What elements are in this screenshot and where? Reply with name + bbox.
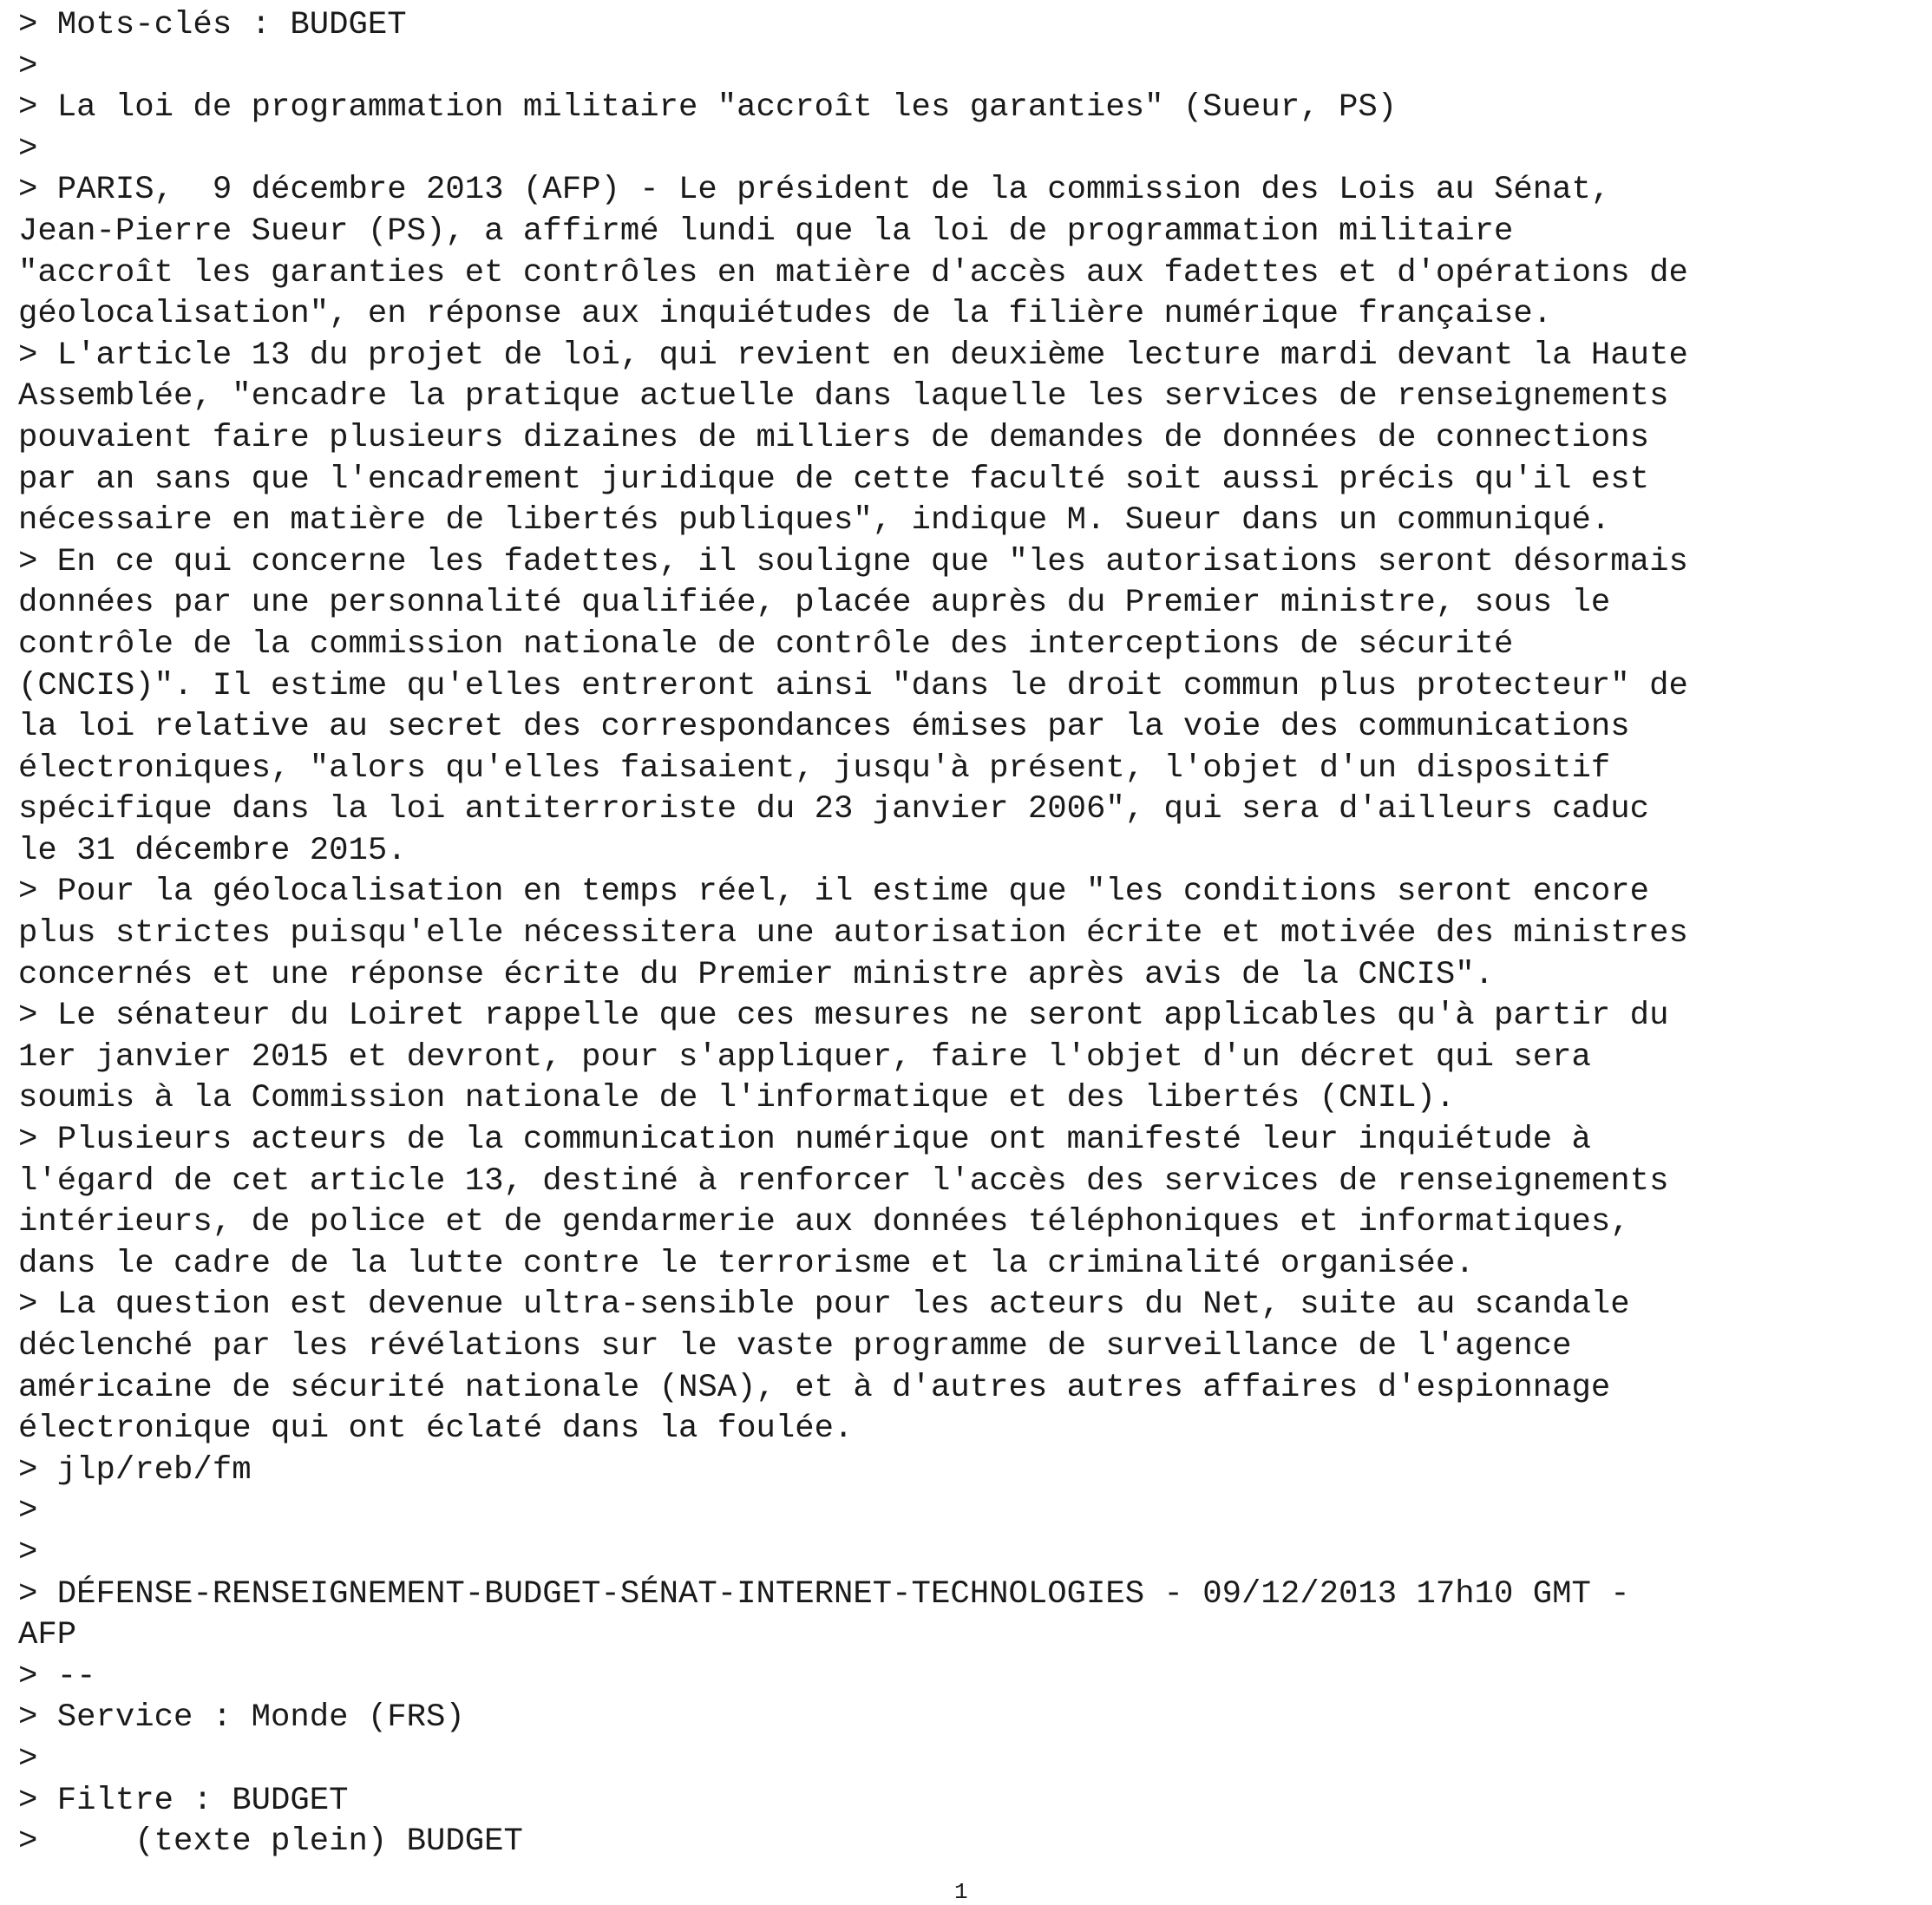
- body-text-line: pouvaient faire plusieurs dizaines de milliers de demandes de données de connections: [18, 419, 1650, 456]
- body-text-line: "accroît les garanties et contrôles en matière d'accès aux fadettes et d'opérations de: [18, 254, 1688, 291]
- body-text-line: par an sans que l'encadrement juridique de cette faculté soit aussi précis qu'il est: [18, 461, 1650, 498]
- document-body: [18, 5, 1918, 1863]
- quote-marker-line: >: [18, 1534, 38, 1571]
- quote-marker-line: >: [18, 1740, 38, 1777]
- body-text-line: > En ce qui concerne les fadettes, il souligne que "les autorisations seront désormais: [18, 543, 1688, 580]
- body-text-line: soumis à la Commission nationale de l'informatique et des libertés (CNIL).: [18, 1080, 1456, 1117]
- body-text-line: 1er janvier 2015 et devront, pour s'appliquer, faire l'objet d'un décret qui sera: [18, 1038, 1591, 1076]
- service-line: > Service : Monde (FRS): [18, 1699, 465, 1737]
- body-text-line: > La question est devenue ultra-sensible pour les acteurs du Net, suite au scandale: [18, 1286, 1630, 1324]
- body-text-line: > Pour la géolocalisation en temps réel, il estime que "les conditions seront encore: [18, 874, 1650, 911]
- body-text-line: déclenché par les révélations sur le vaste programme de surveillance de l'agence: [18, 1328, 1572, 1365]
- filter-detail-line: > (texte plein) BUDGET: [18, 1823, 523, 1861]
- quote-marker-line: >: [18, 48, 38, 85]
- quote-marker-line: >: [18, 130, 38, 167]
- dispatch-source-line: AFP: [18, 1617, 77, 1654]
- dateline-paragraph-line: > PARIS, 9 décembre 2013 (AFP) - Le président de la commission des Lois au Sénat,: [18, 172, 1611, 209]
- quote-marker-line: >: [18, 1493, 38, 1530]
- headline-line: > La loi de programmation militaire "accroît les garanties" (Sueur, PS): [18, 89, 1398, 127]
- body-text-line: plus strictes puisqu'elle nécessitera une autorisation écrite et motivée des ministres: [18, 915, 1688, 952]
- body-text-line: > Le sénateur du Loiret rappelle que ces mesures ne seront applicables qu'à partir du: [18, 998, 1669, 1035]
- filter-line: > Filtre : BUDGET: [18, 1782, 349, 1819]
- body-text-line: contrôle de la commission nationale de contrôle des interceptions de sécurité: [18, 625, 1514, 663]
- body-text-line: données par une personnalité qualifiée, placée auprès du Premier ministre, sous le: [18, 585, 1611, 622]
- author-initials-line: > jlp/reb/fm: [18, 1451, 252, 1489]
- body-text-line: électroniques, "alors qu'elles faisaient, jusqu'à présent, l'objet d'un dispositif: [18, 750, 1611, 787]
- keywords-line: > Mots-clés : BUDGET: [18, 7, 407, 43]
- body-text-line: Jean-Pierre Sueur (PS), a affirmé lundi que la loi de programmation militaire: [18, 213, 1514, 250]
- body-text-line: > Plusieurs acteurs de la communication numérique ont manifesté leur inquiétude à: [18, 1122, 1591, 1159]
- body-text-line: concernés et une réponse écrite du Premier ministre après avis de la CNCIS".: [18, 956, 1495, 993]
- body-text-line: la loi relative au secret des correspondances émises par la voie des communications: [18, 709, 1630, 746]
- body-text-line: géolocalisation", en réponse aux inquiétudes de la filière numérique française.: [18, 296, 1553, 333]
- page-number: 1: [954, 1879, 968, 1905]
- dispatch-tags-line: > DÉFENSE-RENSEIGNEMENT-BUDGET-SÉNAT-INTERNET-TECHNOLOGIES - 09/12/2013 17h10 GMT -: [18, 1575, 1630, 1613]
- body-text-line: Assemblée, "encadre la pratique actuelle dans laquelle les services de renseignements: [18, 378, 1669, 416]
- body-text-line: > L'article 13 du projet de loi, qui revient en deuxième lecture mardi devant la Haute: [18, 337, 1688, 374]
- body-text-line: électronique qui ont éclaté dans la foulée.: [18, 1411, 854, 1448]
- body-text-line: américaine de sécurité nationale (NSA), et à d'autres autres affaires d'espionnage: [18, 1369, 1611, 1406]
- body-text-line: intérieurs, de police et de gendarmerie aux données téléphoniques et informatiques,: [18, 1204, 1630, 1241]
- separator-line: > --: [18, 1658, 96, 1695]
- body-text-line: dans le cadre de la lutte contre le terrorisme et la criminalité organisée.: [18, 1245, 1475, 1282]
- body-text-line: l'égard de cet article 13, destiné à renforcer l'accès des services de renseignements: [18, 1162, 1669, 1200]
- body-text-line: le 31 décembre 2015.: [18, 832, 407, 869]
- body-text-line: nécessaire en matière de libertés publiques", indique M. Sueur dans un communiqué.: [18, 502, 1611, 540]
- body-text-line: (CNCIS)". Il estime qu'elles entreront ainsi "dans le droit commun plus protecteur" de: [18, 667, 1688, 704]
- body-text-line: spécifique dans la loi antiterroriste du 23 janvier 2006", qui sera d'ailleurs caduc: [18, 791, 1650, 828]
